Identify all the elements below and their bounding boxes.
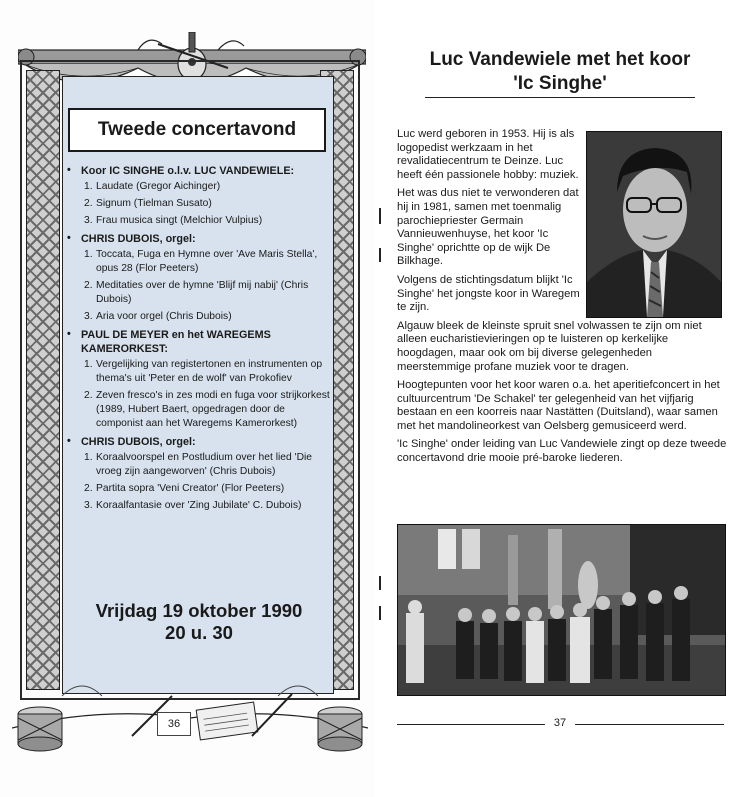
article-paragraph: Volgens de stichtingsdatum blijkt 'Ic Singhe' het jongste koor in Waregem te zijn. — [397, 273, 580, 314]
right-page — [375, 0, 750, 797]
article-title-line1: Luc Vandewiele met het koor — [429, 49, 691, 70]
concert-date: Vrijdag 19 oktober 1990 — [95, 600, 303, 621]
choir-photo — [397, 524, 726, 696]
article-paragraph: Algauw bleek de kleinste spruit snel volwassen te zijn om niet alleen eucharistievieringen op te luisteren op kerkelijke hoogdagen, maar ook om bij diverse gelegenheden meerstemmige profane muziek voor te dragen. — [397, 319, 702, 373]
program-item: 3. Aria voor orgel (Chris Dubois) — [84, 311, 232, 322]
concert-time: 20 u. 30 — [165, 622, 233, 643]
program-item: 2. Zeven fresco's in zes modi en fuga voor strijkorkest (1989, Hubert Baert, opgedragen door de componist aan het Waregems Kamerorkest) — [84, 390, 330, 429]
program-item: 1. Laudate (Gregor Aichinger) — [84, 181, 221, 192]
program-title: Tweede concertavond — [68, 108, 326, 152]
program-item: 1. Toccata, Fuga en Hymne over 'Ave Maris Stella', opus 28 (Flor Peeters) — [84, 249, 318, 274]
program-section: • Koor IC SINGHE o.l.v. LUC VANDEWIELE: 1. Laudate (Gregor Aichinger) 2. Signum (Tielman Susato) 3. Frau musica singt (Melchior Vulpius) — [64, 164, 334, 228]
program-section: • PAUL DE MEYER en het WAREGEMS KAMERORKEST: 1. Vergelijking van registertonen en instrumenten op thema's uit 'Peter en de wolf' van Prokofiev 2. Zeven fresco's in zes modi en fuga voor strijkorkest (1989, Hubert Baert, opgedragen door de componist aan het Waregems Kamerorkest) — [64, 328, 334, 431]
program-section: • CHRIS DUBOIS, orgel: 1. Toccata, Fuga en Hymne over 'Ave Maris Stella', opus 28 (Flor Peeters) 2. Meditaties over de hymne 'Blijf mij nabij' (Chris Dubois) 3. Aria voor orgel (Chris Dubois) — [64, 232, 334, 324]
article-paragraph: Het was dus niet te verwonderen dat hij in 1981, samen met toenmalig parochiepriester Germain Vannieuwenhuyse, het koor 'Ic Singhe' oprichtte op de wijk De Bilkhage. — [397, 187, 579, 268]
section-heading: PAUL DE MEYER en het WAREGEMS KAMERORKEST: — [81, 329, 271, 355]
concert-date-time — [64, 600, 334, 644]
article-title-line2: 'Ic Singhe' — [513, 73, 607, 94]
program-item: 2. Signum (Tielman Susato) — [84, 198, 212, 209]
article-body — [397, 128, 727, 471]
page-number-left: 36 — [157, 712, 191, 736]
program-item: 2. Meditaties over de hymne 'Blijf mij nabij' (Chris Dubois) — [84, 280, 309, 305]
left-column-ornament — [26, 70, 60, 690]
margin-mark — [379, 606, 381, 620]
section-heading: CHRIS DUBOIS, orgel: — [81, 233, 196, 245]
program-item: 3. Koraalfantasie over 'Zing Jubilate' C. Dubois) — [84, 500, 302, 511]
program-item: 3. Frau musica singt (Melchior Vulpius) — [84, 215, 263, 226]
program-item: 1. Vergelijking van registertonen en instrumenten op thema's uit 'Peter en de wolf' van Prokofiev — [84, 359, 323, 384]
article-title — [395, 48, 725, 96]
margin-mark — [379, 576, 381, 590]
article-paragraph: Hoogtepunten voor het koor waren o.a. het aperitiefconcert in het cultuurcentrum 'De Schakel' ter gelegenheid van het vijfjarig bestaan en een koorreis naar Nastätten (Duitsland), waar samen met het mandolineorkest van Oelsberg gemusiceerd werd. — [397, 379, 720, 432]
margin-mark — [379, 248, 381, 262]
article-paragraph: Luc werd geboren in 1953. Hij is als logopedist werkzaam in het revalidatiecentrum te Deinze. Luc heeft één passionele hobby: muziek. — [397, 128, 579, 181]
section-heading: CHRIS DUBOIS, orgel: — [81, 436, 196, 448]
program-item: 1. Koraalvoorspel en Postludium over het lied 'Die vroeg zijn aangeworven' (Chris Dubois) — [84, 452, 313, 477]
section-heading: Koor IC SINGHE o.l.v. LUC VANDEWIELE: — [81, 165, 295, 177]
program-section: • CHRIS DUBOIS, orgel: 1. Koraalvoorspel en Postludium over het lied 'Die vroeg zijn aangeworven' (Chris Dubois) 2. Partita sopra 'Veni Creator' (Flor Peeters) 3. Koraalfantasie over 'Zing Jubilate' C. Dubois) — [64, 435, 334, 513]
title-rule — [425, 97, 695, 98]
page-number-right: 37 — [545, 717, 575, 729]
margin-mark — [379, 208, 381, 224]
program-list — [64, 164, 334, 517]
program-item: 2. Partita sopra 'Veni Creator' (Flor Peeters) — [84, 483, 285, 494]
article-paragraph: 'Ic Singhe' onder leiding van Luc Vandewiele zingt op deze tweede concertavond drie mooie pré-baroke liederen. — [397, 438, 727, 465]
